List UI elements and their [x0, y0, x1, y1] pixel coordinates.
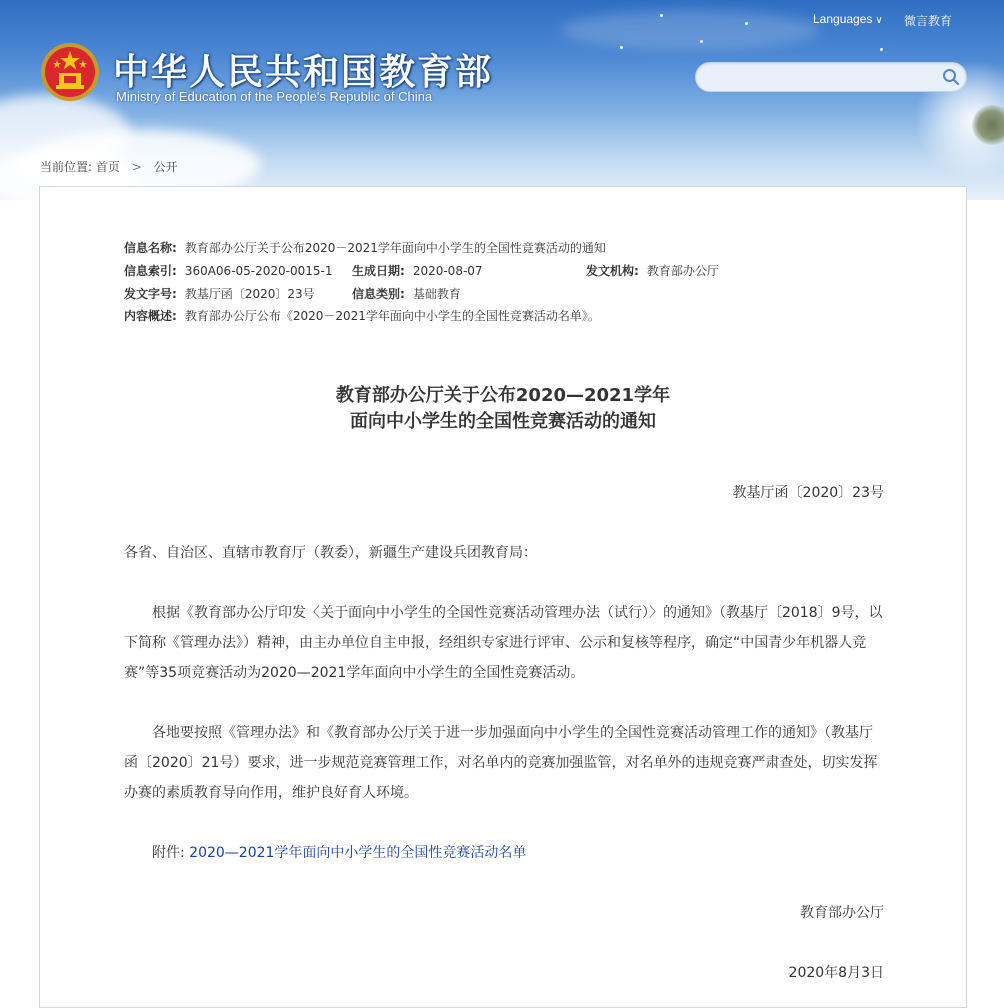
meta-category-group [352, 285, 461, 302]
seed-decoration [745, 22, 748, 25]
dandelion-core [972, 105, 1004, 145]
national-emblem-icon [40, 42, 100, 102]
meta-row-docno [124, 285, 884, 302]
site-banner [0, 0, 1004, 200]
meta-date-value: 2020-08-07 [412, 264, 483, 278]
site-title: 中华人民共和国教育部 [113, 52, 494, 93]
document-paragraph-2: 各地要按照《管理办法》和《教育部办公厅关于进一步加强面向中小学生的全国性竞赛活动管理工作的通知》（教基厅函〔2020〕21号）要求，进一步规范竞赛管理工作，对名单内的竞赛加强监管，对名单外的违规竞赛严肃查处，切实发挥办赛的素质教育导向作用，维护良好育人环境。 [124, 725, 878, 801]
search-box [695, 62, 967, 92]
meta-name-label: 信息名称: [124, 241, 177, 255]
search-input[interactable] [708, 67, 932, 89]
seed-decoration [700, 40, 703, 43]
meta-name-value: 教育部办公厅关于公布2020－2021学年面向中小学生的全国性竞赛活动的通知 [184, 241, 606, 255]
meta-row-index [124, 262, 884, 279]
weiyan-link[interactable]: 微言教育 [904, 14, 953, 28]
search-icon[interactable] [942, 68, 960, 86]
breadcrumb [40, 158, 178, 175]
seed-decoration [620, 46, 623, 49]
meta-category-label: 信息类别: [352, 287, 405, 301]
meta-date-group [352, 262, 483, 279]
document-date: 2020年8月3日 [788, 965, 884, 981]
meta-index-value: 360A06-05-2020-0015-1 [184, 264, 333, 278]
document-title-line-1: 教育部办公厅关于公布2020—2021学年 [335, 385, 671, 406]
meta-index-label: 信息索引: [124, 264, 177, 278]
article-container [39, 186, 967, 1008]
breadcrumb-separator: > [131, 160, 142, 174]
document-number: 教基厅函〔2020〕23号 [732, 485, 884, 501]
meta-row-name [124, 239, 606, 256]
seed-decoration [660, 14, 663, 17]
document-salutation: 各省、自治区、直辖市教育厅（教委），新疆生产建设兵团教育局： [124, 545, 537, 561]
languages-menu[interactable] [813, 12, 883, 26]
meta-summary-value: 教育部办公厅公布《2020－2021学年面向中小学生的全国性竞赛活动名单》。 [184, 309, 600, 323]
document-attachment [124, 838, 884, 868]
meta-summary-label: 内容概述: [124, 309, 177, 323]
meta-org-label: 发文机构: [586, 264, 639, 278]
breadcrumb-current-link[interactable]: 公开 [153, 160, 178, 174]
chevron-down-icon: ∨ [875, 15, 883, 26]
breadcrumb-prefix: 当前位置: [40, 160, 93, 174]
meta-row-summary [124, 307, 600, 324]
seed-decoration [880, 48, 883, 51]
document-signature: 教育部办公厅 [800, 905, 884, 921]
attachment-link[interactable]: 2020—2021学年面向中小学生的全国性竞赛活动名单 [189, 845, 527, 861]
breadcrumb-home-link[interactable]: 首页 [95, 160, 120, 174]
meta-docno-label: 发文字号: [124, 287, 177, 301]
meta-org-value: 教育部办公厅 [646, 264, 719, 278]
meta-org-group [586, 262, 719, 279]
languages-label: Languages [813, 12, 873, 26]
meta-date-label: 生成日期: [352, 264, 405, 278]
site-subtitle: Ministry of Education of the People's Republic of China [116, 89, 433, 104]
meta-docno-value: 教基厅函〔2020〕23号 [184, 287, 315, 301]
document-paragraph-1: 根据《教育部办公厅印发〈关于面向中小学生的全国性竞赛活动管理办法（试行）〉的通知》（教基厅〔2018〕9号，以下简称《管理办法》）精神，由主办单位自主申报，经组织专家进行评审、公示和复核等程序，确定“中国青少年机器人竞赛”等35项竞赛活动为2020—2021学年面向中小学生的全国性竞赛活动。 [124, 605, 883, 681]
sky-cloud [560, 10, 820, 50]
document-title-line-2: 面向中小学生的全国性竞赛活动的通知 [350, 411, 656, 432]
meta-category-value: 基础教育 [412, 287, 461, 301]
document-title [40, 383, 966, 435]
attachment-label: 附件: [152, 845, 185, 861]
